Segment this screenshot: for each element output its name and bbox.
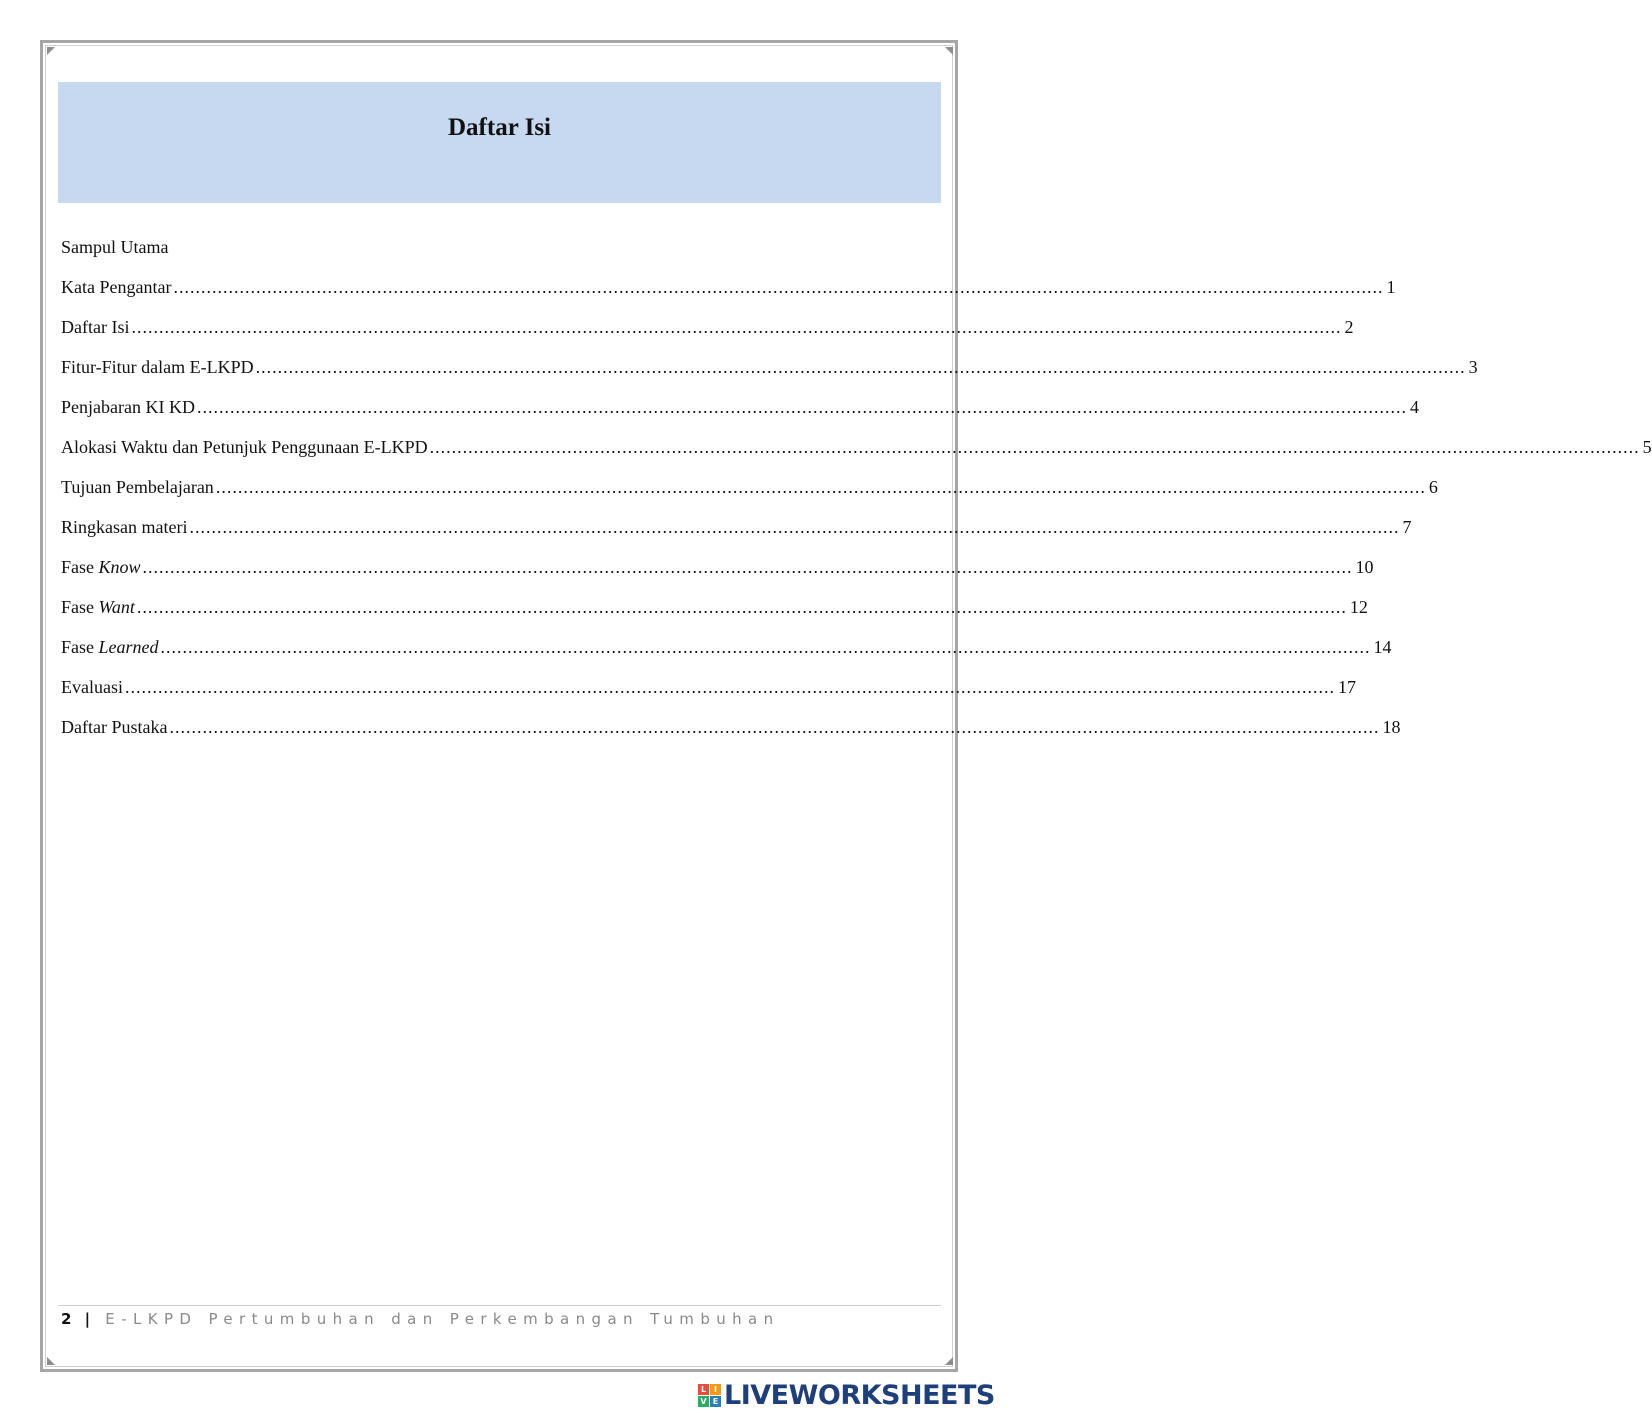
toc-entry-page: 5 (1642, 437, 1652, 457)
title-banner (58, 82, 941, 203)
toc-entry (61, 556, 1374, 596)
toc-entry-title: Kata Pengantar (61, 277, 172, 297)
toc-entry (61, 356, 1478, 396)
toc-entry-label (61, 716, 167, 738)
corner-ornament-icon (945, 1357, 953, 1365)
footer-separator: | (84, 1310, 95, 1328)
toc-entry (61, 436, 1652, 476)
toc-entry-page: 17 (1337, 677, 1356, 697)
toc-leader-dots: ............................................................................................................................................................................................................................ (215, 477, 1426, 497)
toc-leader-dots: ............................................................................................................................................................................................................................ (429, 437, 1640, 457)
page-footer (61, 1310, 780, 1328)
toc-entry-label (61, 316, 129, 338)
toc-entry-label (61, 236, 168, 258)
toc-leader-dots: ............................................................................................................................................................................................................................ (131, 317, 1342, 337)
toc-entry (61, 636, 1392, 676)
toc-entry-page: 18 (1382, 717, 1401, 737)
toc-leader-dots: ............................................................................................................................................................................................................................ (255, 357, 1466, 377)
liveworksheets-brand: LIVEWORKSHEETS (724, 1379, 995, 1411)
page-title: Daftar Isi (447, 114, 551, 141)
toc-entry (61, 316, 1354, 356)
toc-entry-title: Fase (61, 557, 99, 577)
toc-entry-title: Fase (61, 597, 99, 617)
toc-leader-dots: ............................................................................................................................................................................................................................ (169, 717, 1380, 737)
table-of-contents (61, 236, 1652, 756)
toc-entry-page: 10 (1355, 557, 1374, 577)
toc-entry-title: Penjabaran KI KD (61, 397, 195, 417)
toc-leader-dots: ............................................................................................................................................................................................................................ (173, 277, 1384, 297)
toc-entry (61, 596, 1368, 636)
logo-letter-tile: V (698, 1396, 709, 1407)
footer-page-number: 2 (61, 1310, 74, 1328)
toc-leader-dots: ............................................................................................................................................................................................................................ (136, 597, 1347, 617)
toc-leader-dots: ............................................................................................................................................................................................................................ (196, 397, 1407, 417)
toc-entry-page: 12 (1349, 597, 1368, 617)
toc-entry-page: 2 (1344, 317, 1354, 337)
toc-entry-title-italic: Know (98, 557, 141, 577)
liveworksheets-mark-icon (698, 1384, 721, 1407)
toc-entry-label (61, 676, 123, 698)
toc-leader-dots: ............................................................................................................................................................................................................................ (124, 677, 1335, 697)
corner-ornament-icon (47, 47, 55, 55)
toc-entry-label (61, 556, 141, 578)
toc-entry (61, 396, 1419, 436)
toc-entry-label (61, 636, 159, 658)
toc-entry-title: Fase (61, 637, 99, 657)
toc-entry (61, 516, 1412, 556)
logo-letter-tile: E (710, 1396, 721, 1407)
toc-entry-page: 14 (1373, 637, 1392, 657)
toc-entry-title: Alokasi Waktu dan Petunjuk Penggunaan E-LKPD (61, 437, 428, 457)
toc-entry (61, 476, 1438, 516)
toc-entry-label (61, 476, 214, 498)
toc-entry-title: Daftar Isi (61, 317, 130, 337)
toc-entry-label (61, 276, 171, 298)
toc-entry-page: 7 (1402, 517, 1412, 537)
logo-letter-tile: L (698, 1384, 709, 1395)
toc-entry-title: Daftar Pustaka (61, 717, 168, 737)
toc-leader-dots: ............................................................................................................................................................................................................................ (189, 517, 1400, 537)
toc-entry-title: Ringkasan materi (61, 517, 188, 537)
toc-entry-page: 3 (1468, 357, 1478, 377)
toc-entry-page: 4 (1409, 397, 1419, 417)
toc-entry-title: Evaluasi (61, 677, 123, 697)
toc-entry (61, 716, 1401, 756)
toc-entry-title-italic: Learned (98, 637, 159, 657)
toc-leader-dots: ............................................................................................................................................................................................................................ (142, 557, 1353, 577)
toc-entry-label (61, 396, 195, 418)
toc-entry (61, 276, 1396, 316)
footer-document-title: E-LKPD Pertumbuhan dan Perkembangan Tumbuhan (105, 1310, 780, 1328)
liveworksheets-logo (698, 1378, 995, 1412)
toc-entry-title: Fitur-Fitur dalam E-LKPD (61, 357, 254, 377)
toc-entry-label (61, 436, 428, 458)
toc-entry-label (61, 516, 187, 538)
toc-entry-title: Sampul Utama (61, 237, 169, 257)
toc-entry-label (61, 596, 135, 618)
corner-ornament-icon (47, 1357, 55, 1365)
toc-entry-page: 6 (1428, 477, 1438, 497)
logo-letter-tile: I (710, 1384, 721, 1395)
toc-entry-title: Tujuan Pembelajaran (61, 477, 214, 497)
toc-entry-page: 1 (1386, 277, 1396, 297)
footer-divider (58, 1305, 941, 1306)
toc-entry (61, 236, 891, 276)
toc-entry-title-italic: Want (98, 597, 135, 617)
toc-entry (61, 676, 1356, 716)
toc-entry-label (61, 356, 254, 378)
corner-ornament-icon (945, 47, 953, 55)
toc-leader-dots: ............................................................................................................................................................................................................................ (160, 637, 1371, 657)
